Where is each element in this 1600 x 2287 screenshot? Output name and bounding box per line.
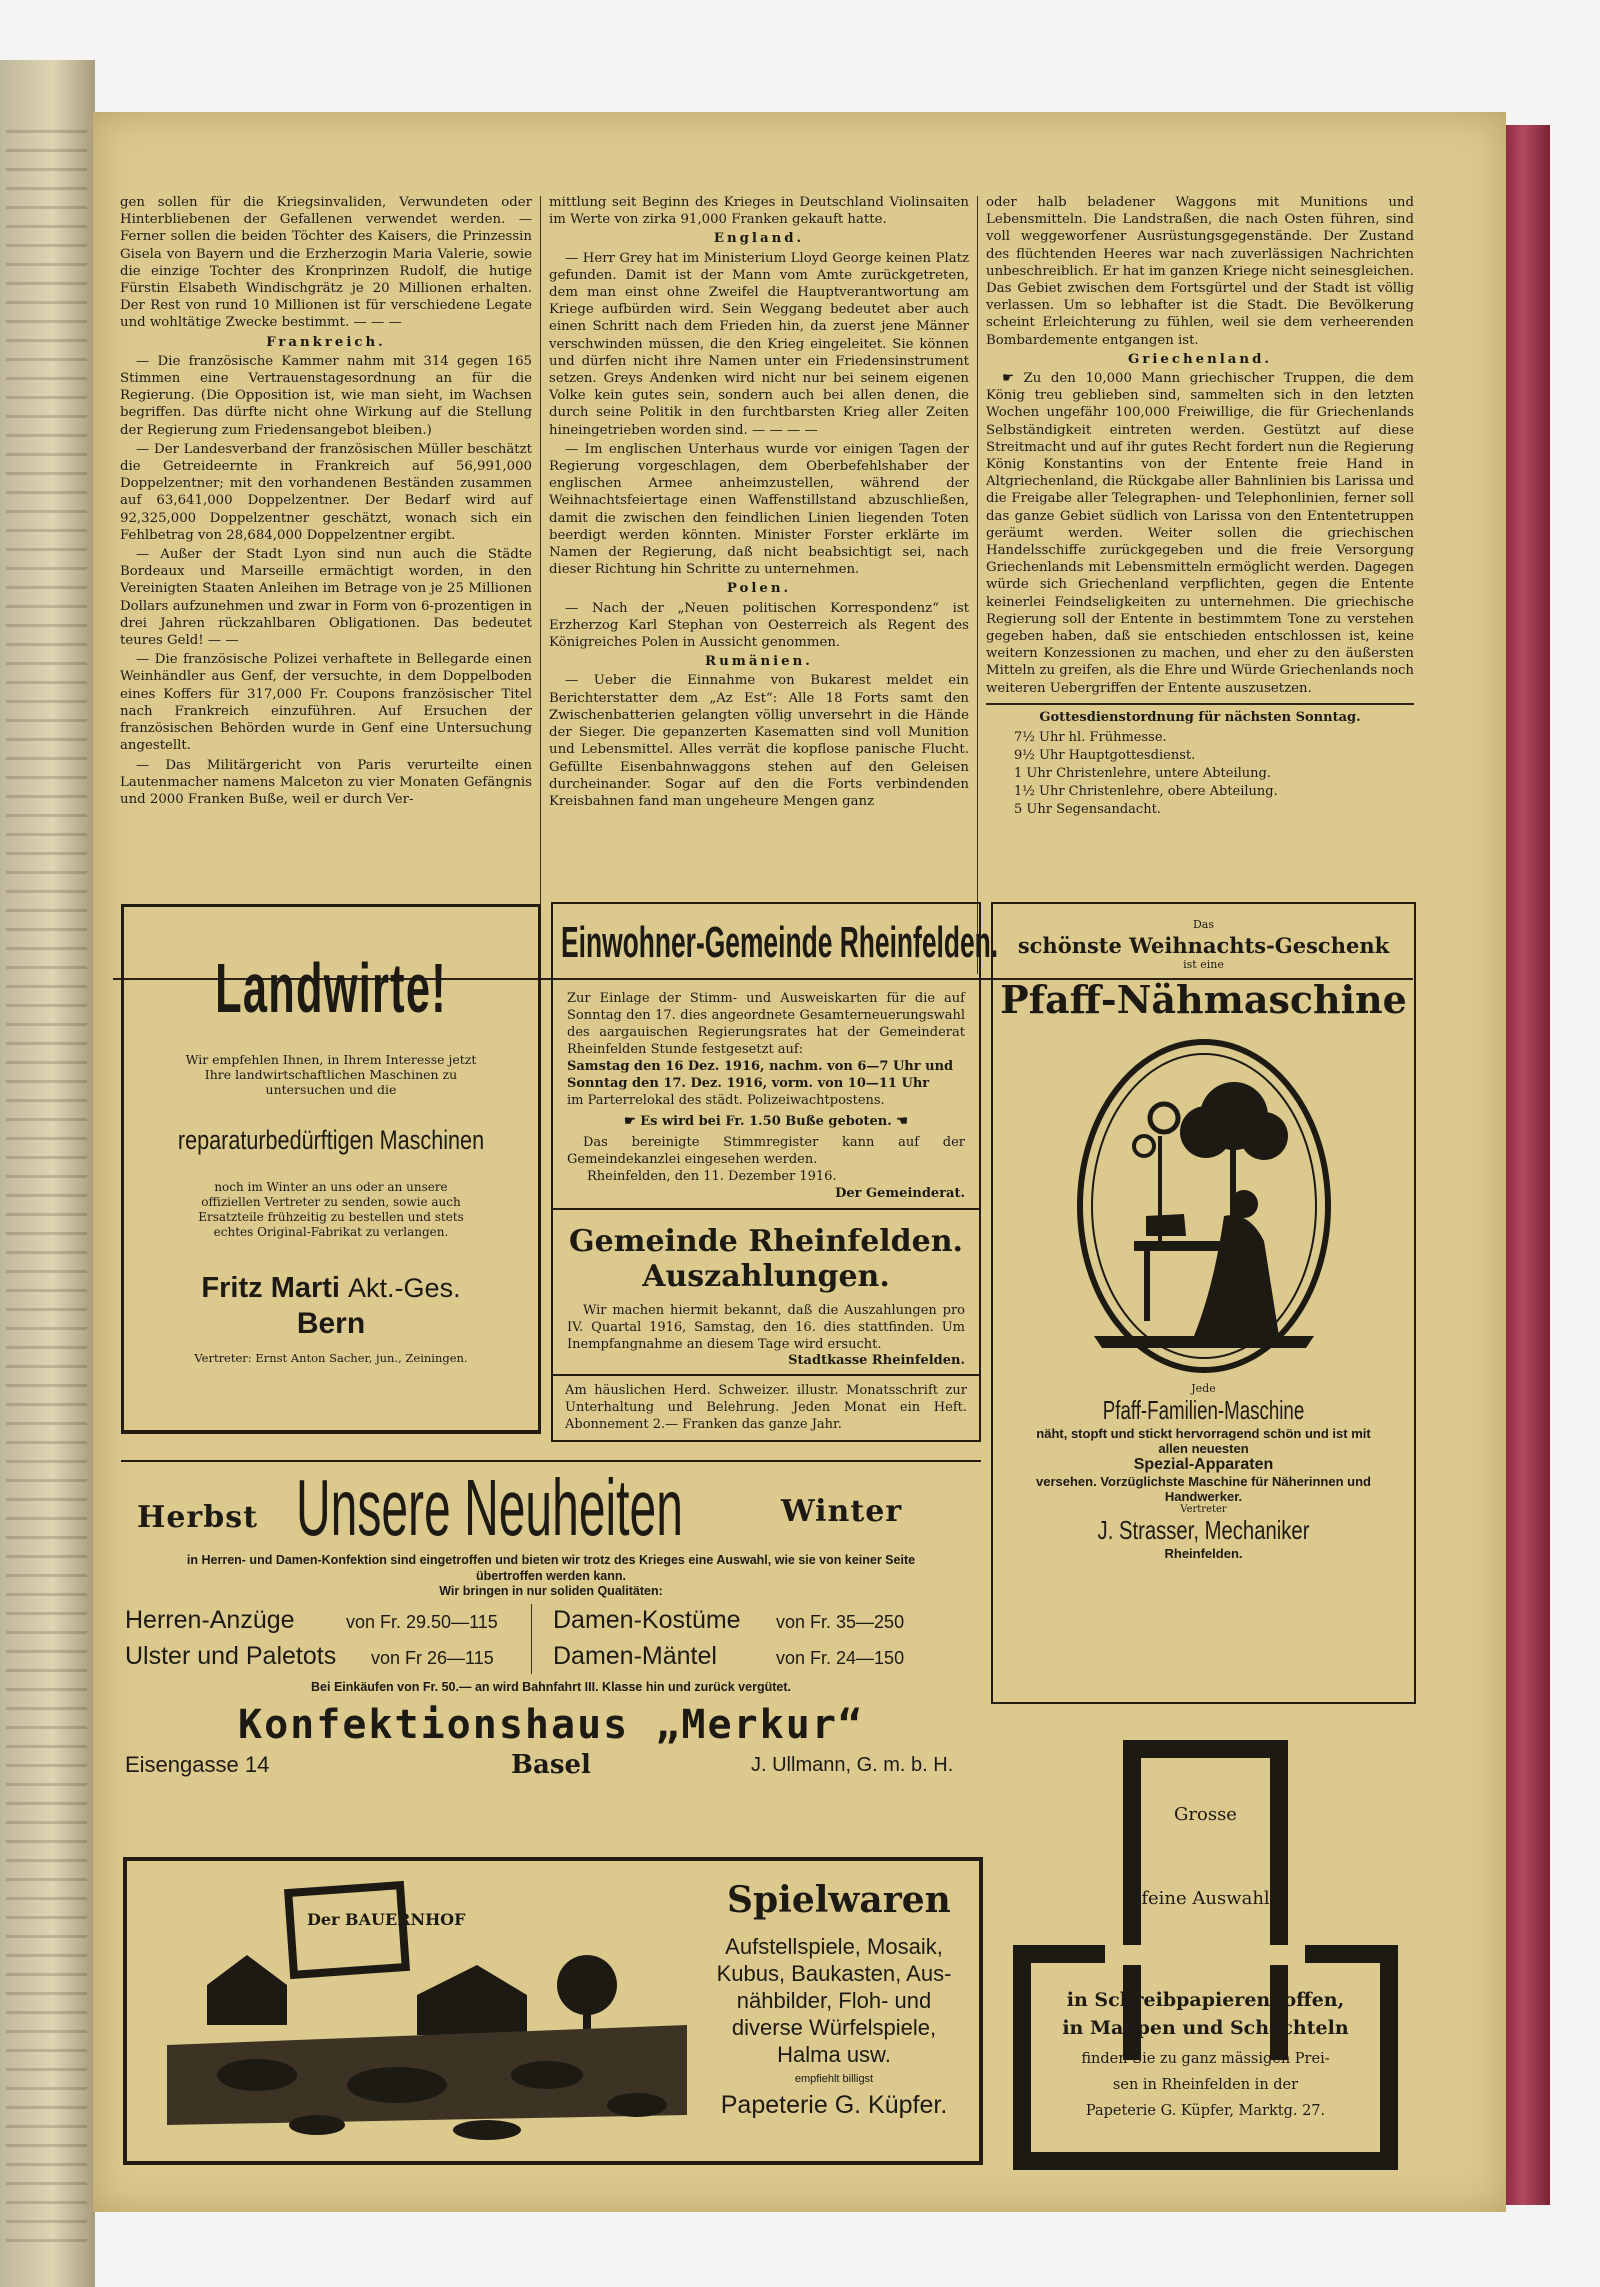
article-text: — Außer der Stadt Lyon sind nun auch die Städte Bordeaux und Marseille ermächtigt worden, in den Vereinigten Staaten Anleihen im Betrage von je 25 Millionen Dollars aufzunehmen und zwar in Form von 6-prozentigen in drei Jahren rückzahlbaren Obligationen. Das bedeutet teures Geld! — — <box>120 547 532 649</box>
price-value: von Fr 26—115 <box>371 1648 494 1668</box>
ad-merkur-street: Eisengasse 14 <box>125 1752 270 1777</box>
pointing-hand-icon: ☚ <box>891 1114 908 1129</box>
pointing-hand-icon: ☛ <box>1002 371 1024 387</box>
news-column-2 <box>549 194 969 812</box>
ad-merkur-bahn: Bei Einkäufen von Fr. 50.— an wird Bahnfahrt III. Klasse hin und zurück vergütet. <box>311 1680 791 1694</box>
ad-papeterie-line: in Schreibpapieren, offen, <box>1066 1989 1345 2011</box>
price-value: von Fr. 35—250 <box>776 1612 905 1632</box>
ad-gemeinde-body <box>553 968 979 1202</box>
ad-spielwaren-line: Halma usw. <box>777 2042 891 2067</box>
ad-pfaff <box>991 902 1416 1704</box>
article-text: — Herr Grey hat im Ministerium Lloyd George keinen Platz gefunden. Damit ist der Mann vom Amte zurückgetreten, dem man einst ohne Zweifel die Hauptverantwortung am Kriege aufbürden wird. Sein Weggang bedeutet aber auch einen Schritt nach dem Frieden hin, da zuerst jene Männer verschwinden müssen, die den Krieg eingeleitet. Sie können und dürfen nicht ihre Namen unter ein Friedensinstrument setzen. Greys Andenken wird nicht nur bei seinem eigenen Volke kein gutes sein, sondern auch bei allen denen, die durch seine Politik in den furchtbarsten Krieg aller Zeiten hineingetrieben worden sind. — — — — <box>549 250 969 438</box>
article-text-body: Zu den 10,000 Mann griechischer Truppen, die dem König treu geblieben sind, sammelten sich in den letzten Wochen ungefähr 100,000 Freiwillige, die für Griechenlands Selbständigkeit eintreten werden. Gestützt auf diese Streitmacht und auf ihr gutes Recht fordert nun die Regierung König Konstantins von der Entente freie Hand in Altgriechenland, die Rückgabe aller Bahnlinien bis Larissa und die Freigabe aller Telegraphen- und Telephonlinien, ferner soll das ganze Gebiet südlich von Larissa von den Ententetruppen geräumt werden. Weiter sollen die griechischen Handelsschiffe zurückgegeben und die freie Versorgung Griechenlands mit Lebensmitteln ermöglicht werden. Dagegen würde sich Griechenland verpflichten, gegen die Entente keinerlei Feindseligkeiten zu unternehmen. Die griechische Regierung soll der Entente in bestimmtem Tone zu verstehen gegeben haben, daß sie entschieden entschlossen ist, keine weitern Konzessionen zu machen, und eher zu den äußersten Mitteln zu greifen, als die Ehre und Würde Griechenlands noch weiteren Uebergriffen der Entente auszusetzen. <box>986 371 1414 696</box>
ad-gemeinde-location: im Parterrelokal des städt. Polizeiwachtpostens. <box>567 1093 885 1108</box>
service-item: 1 Uhr Christenlehre, untere Abteilung. <box>1014 765 1271 781</box>
service-item: 9½ Uhr Hauptgottesdienst. <box>1014 747 1196 763</box>
price-item: Damen-Mäntel <box>553 1642 717 1670</box>
newspaper-page <box>93 112 1506 2212</box>
service-item: 7½ Uhr hl. Frühmesse. <box>1014 729 1167 745</box>
ad-pfaff-spezial: Spezial-Apparaten <box>1133 1456 1274 1473</box>
section-heading-polen: Polen. <box>726 581 792 597</box>
ad-gemeinde-sign: Der Gemeinderat. <box>835 1186 965 1201</box>
ad-landwirte-subtitle: reparaturbedürftigen Maschinen <box>177 1125 485 1155</box>
ad-pfaff-jede: Jede <box>1191 1382 1216 1395</box>
ad-pfaff-name: J. Strasser, Mechaniker <box>1097 1515 1310 1545</box>
book-cover-edge <box>1505 125 1550 2205</box>
ad-pfaff-sub: Pfaff-Familien-Maschine <box>1102 1395 1305 1425</box>
ad-papeterie-line: in Mappen und Schachteln <box>1062 2017 1349 2039</box>
article-text: — Die französische Polizei verhaftete in Bellegarde einen Weinhändler aus Genf, der versuchte, in dem Doppelboden eines Koffers für 317,000 Fr. Coupons französischer Titel nach Frankreich einzuführen. Auf Ersuchen der französischen Behörden wurde in Genf eine Untersuchung angestellt. <box>120 652 532 754</box>
toy-farm-illustration <box>167 1875 687 2155</box>
ad-papeterie-line: finden Sie zu ganz mässigen Prei- <box>1081 2051 1330 2067</box>
ad-papeterie <box>1013 1740 1398 2170</box>
ad-merkur-city: Basel <box>511 1750 591 1780</box>
article-text: — Ueber die Einnahme von Bukarest meldet ein Berichterstatter dem „Az Est“: Alle 18 Forts samt den Zwischenbatterien gelangten völlig unversehrt in die Hände der Sieger. Die gepanzerten Kasematten sind voll Munition und Lebensmittel. Alles verrät die kopflose panische Flucht. Gefüllte Eisenbahnwaggons stehen auf den Geleisen durcheinander. Sogar auf den die Forts verbindenden Kreisbahnen fand man ungeheure Mengen ganz <box>549 673 969 809</box>
ad-gemeinde-time-2: Sonntag den 17. Dez. 1916, vorm. von 10—11 Uhr <box>567 1076 930 1091</box>
service-item: 1½ Uhr Christenlehre, obere Abteilung. <box>1014 783 1278 799</box>
column-rule <box>977 196 978 974</box>
article-text: — Im englischen Unterhaus wurde vor einigen Tagen der Regierung vorgeschlagen, dem Oberbefehlshaber der englischen Armee anheimzustellen, während der Weihnachtsfeiertage einen Waffenstillstand abzuschließen, damit die zwischen den feindlichen Linien liegenden Toten beerdigt werden könnten. Minister Forster erklärte im Namen der Regierung, daß nicht beabsichtigt sei, nach dieser Richtung hin Schritte zu unternehmen. <box>549 441 969 578</box>
ad-papeterie-line: feine Auswahl <box>1141 1888 1270 1909</box>
article-text: gen sollen für die Kriegsinvaliden, Verwundeten oder Hinterbliebenen der Gefallenen verwendet werden. — Ferner sollen die beiden Töchter des Kaisers, die Prinzessin Gisela von Bayern und die Erzherzogin Maria Valerie, sowie die einzige Tochter des Kronprinzen Rudolf, die hutige Fürstin Elsabeth Windischgrätz je 20 Millionen erhalten. Der Rest von rund 10 Millionen ist für verschiedene Legate und wohltätige Zwecke bestimmt. — — — <box>120 195 532 331</box>
ad-spielwaren-list <box>689 1933 979 2119</box>
news-column-3 <box>986 194 1414 819</box>
ad-gemeinde-text: Das bereinigte Stimmregister kann auf der Gemeindekanzlei eingesehen werden. <box>567 1135 965 1167</box>
sewing-woman-illustration <box>1074 1036 1334 1376</box>
ad-merkur-prices <box>121 1604 981 1674</box>
fine-text: Es wird bei Fr. 1.50 Buße geboten. <box>640 1114 892 1129</box>
price-item: Ulster und Paletots <box>125 1642 337 1670</box>
ad-spielwaren-shop: Papeterie G. Küpfer. <box>720 2091 948 2119</box>
article-text: mittlung seit Beginn des Krieges in Deutschland Violinsaiten im Werte von zirka 91,000 Franken gekauft hatte. <box>549 195 969 228</box>
section-heading-frankreich: Frankreich. <box>266 334 386 350</box>
ad-landwirte-city: Bern <box>296 1307 366 1340</box>
ad-pfaff-brand: Pfaff-Nähmaschine <box>1000 977 1407 1022</box>
ad-merkur-footer <box>121 1748 981 1784</box>
ad-papeterie-line: Grosse <box>1174 1804 1237 1825</box>
ad-merkur-title: Unsere Neuheiten <box>296 1463 683 1552</box>
news-column-1 <box>120 194 532 810</box>
price-value: von Fr. 24—150 <box>776 1648 905 1668</box>
ad-spielwaren-empf: empfiehlt billigst <box>794 2073 874 2085</box>
price-item: Damen-Kostüme <box>553 1606 741 1634</box>
ad-papeterie-text <box>1031 2046 1380 2124</box>
article-text: — Die französische Kammer nahm mit 314 gegen 165 Stimmen eine Vertrauenstagesordnung an für die Regierung. (Die Opposition ist, wie man sieht, im Wachsen begriffen. Das dürfte nicht ohne Wirkung auf die Stellung der Regierung zum Friedensangebot bleiben.) <box>120 353 532 438</box>
ad-spielwaren <box>123 1857 983 2165</box>
ad-gemeinde-text: Zur Einlage der Stimm- und Ausweiskarten für die auf Sonntag den 17. dies angeordnete Gesamterneuerungswahl des aargauischen Regierungsrates hat der Gemeinderat Rheinfelden Stunde festgesetzt auf: <box>567 991 965 1057</box>
ad-spielwaren-line: Kubus, Baukasten, Aus- <box>716 1961 952 1986</box>
ad-merkur-herbst: Herbst <box>137 1500 258 1535</box>
ad-landwirte-title: Landwirte! <box>215 949 447 1027</box>
ad-spielwaren-title: Spielwaren <box>727 1879 951 1921</box>
previous-page-edge <box>0 60 95 2287</box>
ad-papeterie-text <box>1031 1986 1380 2042</box>
service-item: 5 Uhr Segensandacht. <box>1014 801 1161 817</box>
article-text: — Das Militärgericht von Paris verurteilte einen Lautenmacher namens Malceton zu vier Monaten Gefängnis und 2000 Franken Buße, weil er durch Ver- <box>120 757 532 807</box>
ad-spielwaren-line: nähbilder, Floh- und <box>736 1988 932 2013</box>
ad-gemeinde-time-1: Samstag den 16 Dez. 1916, nachm. von 6—7 Uhr und <box>567 1059 954 1074</box>
ad-spielwaren-line: diverse Würfelspiele, <box>731 2015 937 2040</box>
ad-pfaff-title: schönste Weihnachts-Geschenk <box>1017 933 1390 958</box>
ad-auszahlung-text: Wir machen hiermit bekannt, daß die Auszahlungen pro IV. Quartal 1916, Samstag, den 16. dies stattfinden. Um Inempfangnahme an diesem Tage wird ersucht. <box>567 1303 965 1352</box>
ad-merkur <box>121 1460 981 1842</box>
price-value: von Fr. 29.50—115 <box>346 1612 498 1632</box>
article-text: oder halb beladener Waggons mit Munitions und Lebensmitteln. Die Landstraßen, die nach Osten führen, sind voll weggeworfener Ausrüstungsgegenstände. Der Zustand des flüchtenden Heeres war nach zuverlässigen Nachrichten unbeschreiblich. Er hat im ganzen Kriege nicht seinesgleichen. Das Gebiet zwischen dem Fortsgürtel und der Stadt ist völlig verlassen. Um so lebhafter ist die Stadt. Die Bevölkerung scheint Erleichterung zu fühlen, weil sie dem verheerenden Bombardemente entgangen ist. <box>986 195 1414 348</box>
pointing-hand-icon: ☛ <box>624 1114 641 1129</box>
ad-landwirte-text: Wir empfehlen Ihnen, in Ihrem Interesse jetzt Ihre landwirtschaftlichen Maschinen zu untersuchen und die <box>185 1052 477 1097</box>
company-name: Fritz Marti <box>201 1272 340 1304</box>
ad-auszahlung-sign: Stadtkasse Rheinfelden. <box>788 1353 965 1368</box>
column-rule <box>540 196 541 974</box>
ad-gemeinde <box>551 902 999 1442</box>
ad-landwirte-company <box>123 1272 539 1305</box>
ad-gemeinde-date: Rheinfelden, den 11. Dezember 1916. <box>587 1169 837 1184</box>
ad-landwirte-rep: Vertreter: Ernst Anton Sacher, jun., Zeiningen. <box>194 1351 468 1365</box>
ad-landwirte-frame <box>121 904 541 1432</box>
ad-pfaff-das: Das <box>1192 918 1215 931</box>
section-heading-england: England. <box>713 231 805 247</box>
ad-pfaff-city: Rheinfelden. <box>1164 1546 1243 1561</box>
ad-auszahlung-title: Auszahlungen. <box>642 1259 890 1294</box>
ad-pfaff-text: näht, stopft und stickt hervorragend schön und ist mit allen neuesten <box>1036 1426 1371 1456</box>
ad-landwirte-text: noch im Winter an uns oder an unsere offiziellen Vertreter zu senden, sowie auch Ersatzteile frühzeitig zu bestellen und stets echtes Original-Fabrikat zu verlangen. <box>198 1180 464 1239</box>
ad-merkur-intro: Wir bringen in nur soliden Qualitäten: <box>439 1584 663 1598</box>
ad-pfaff-ist: ist eine <box>1183 958 1224 971</box>
ad-papeterie-line: sen in Rheinfelden in der <box>1112 2077 1299 2093</box>
article-text: — Nach der „Neuen politischen Korrespondenz“ ist Erzherzog Karl Stephan von Oesterreich als Regent des Königreiches Polen in Aussicht genommen. <box>549 600 969 651</box>
section-heading-griechenland: Griechenland. <box>1127 351 1273 367</box>
article-text: — Der Landesverband der französischen Müller beschätzt die Getreideernte in Frankreich auf 56,991,000 Doppelzentner; mit den vorhandenen Beständen zusammen auf 63,641,000 Doppelzentner. Der Bedarf wird auf 92,325,000 Doppelzentner geschätzt, wonach sich ein Fehlbetrag von 28,684,000 Doppelzentner ergibt. <box>120 441 532 543</box>
toy-box-label: Der BAUERNHOF <box>307 1910 466 1929</box>
ad-auszahlung-title: Gemeinde Rheinfelden. <box>569 1224 963 1259</box>
ad-merkur-header <box>121 1462 981 1552</box>
ad-merkur-name: Konfektionshaus „Merkur“ <box>238 1702 864 1748</box>
ad-herd-text: Am häuslichen Herd. Schweizer. illustr. Monatsschrift zur Unterhaltung und Belehrung. Jeden Monat ein Heft. Abonnement 2.— Franken das ganze Jahr. <box>565 1383 967 1432</box>
ad-gemeinde-fine <box>567 1113 965 1130</box>
ad-merkur-winter: Winter <box>781 1494 903 1529</box>
ad-papeterie-line: Papeterie G. Küpfer, Marktg. 27. <box>1085 2103 1326 2119</box>
ad-spielwaren-line: Aufstellspiele, Mosaik, <box>725 1934 943 1959</box>
ad-merkur-owner: J. Ullmann, G. m. b. H. <box>751 1754 954 1776</box>
service-list <box>986 729 1414 819</box>
price-item: Herren-Anzüge <box>125 1606 295 1634</box>
ad-pfaff-text: versehen. Vorzüglichste Maschine für Näherinnen und Handwerker. <box>1036 1474 1371 1504</box>
ad-gemeinde-title: Einwohner-Gemeinde Rheinfelden. <box>561 918 999 967</box>
section-heading-rumaenien: Rumänien. <box>705 654 813 670</box>
ad-merkur-intro: in Herren- und Damen-Konfektion sind eingetroffen und bieten wir trotz des Krieges eine Auswahl, wie sie von keiner Seite übertroffen werden kann. <box>186 1553 916 1583</box>
service-title: Gottesdienstordnung für nächsten Sonntag. <box>1039 709 1361 725</box>
ad-pfaff-vertreter: Vertreter <box>1180 1504 1227 1515</box>
company-suffix: Akt.-Ges. <box>348 1273 461 1303</box>
article-text <box>986 370 1414 697</box>
